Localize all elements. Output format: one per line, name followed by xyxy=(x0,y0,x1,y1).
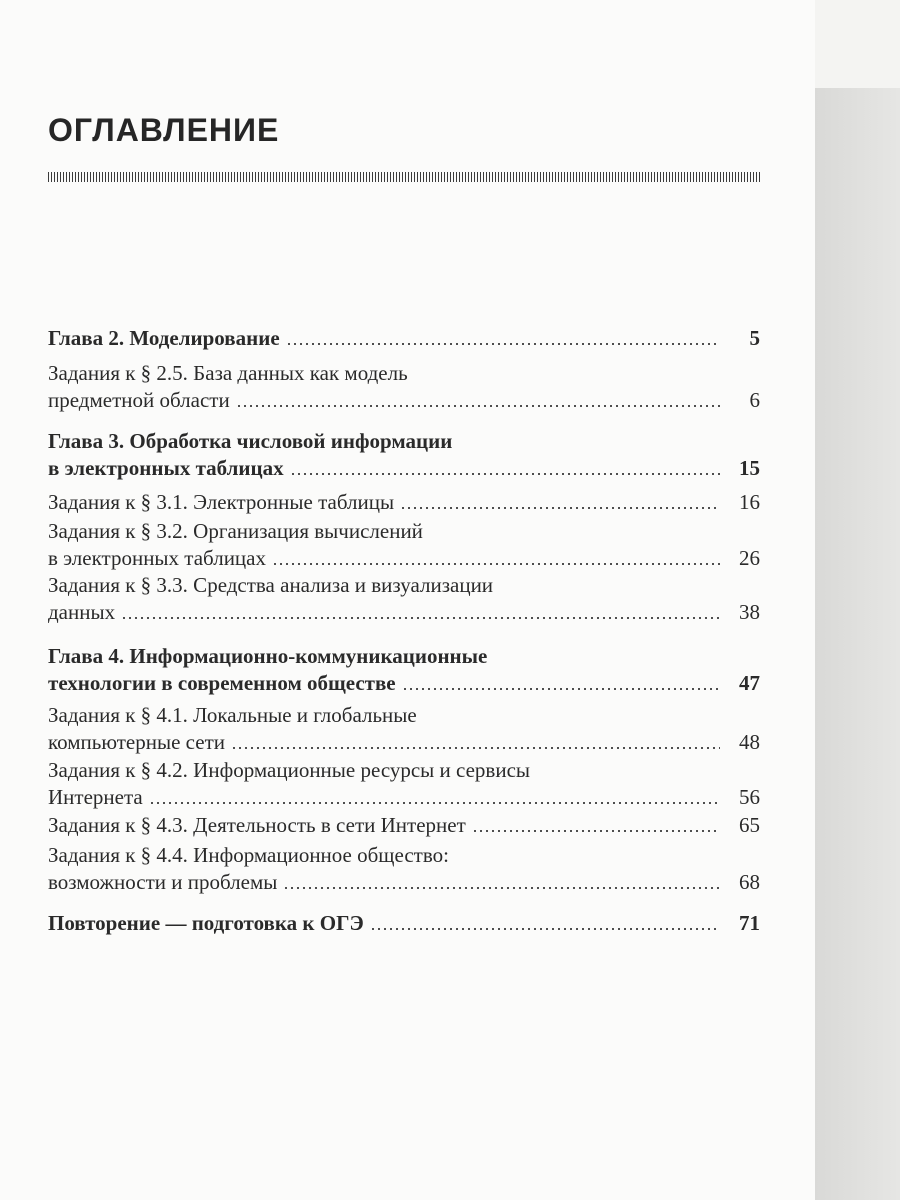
dot-leader xyxy=(370,928,720,930)
toc-entry-title: Повторение — подготовка к ОГЭ xyxy=(48,911,364,935)
toc-page-number: 71 xyxy=(739,911,760,935)
toc-page-number: 65 xyxy=(739,813,760,837)
toc-entry-title-cont: Интернета xyxy=(48,785,143,809)
dot-leader xyxy=(286,343,720,345)
toc-entry xyxy=(48,643,760,697)
adjacent-page-edge xyxy=(815,88,900,1200)
dot-leader xyxy=(231,747,720,749)
toc-page-number: 16 xyxy=(739,490,760,514)
toc-entry xyxy=(48,360,760,414)
toc-entry-title-cont: в электронных таблицах xyxy=(48,546,266,570)
toc-page-number: 56 xyxy=(739,785,760,809)
toc-entry-title: Задания к § 3.3. Средства анализа и визуализации xyxy=(48,573,494,597)
toc-entry-title-cont: в электронных таблицах xyxy=(48,456,284,480)
toc-entry-title: Задания к § 4.2. Информационные ресурсы и сервисы xyxy=(48,758,531,782)
dot-leader xyxy=(236,405,720,407)
toc-entry-title-cont: технологии в современном обществе xyxy=(48,671,396,695)
page-title: ОГЛАВЛЕНИЕ xyxy=(48,112,280,148)
toc-page-number: 38 xyxy=(739,600,760,624)
dot-leader xyxy=(472,830,720,832)
dot-leader xyxy=(402,688,720,690)
toc-entry xyxy=(48,812,760,839)
toc-page-number: 5 xyxy=(749,326,760,350)
dot-leader xyxy=(283,887,720,889)
toc-entry-title: Глава 2. Моделирование xyxy=(48,326,280,350)
toc-entry xyxy=(48,325,760,352)
toc-entry-title: Задания к § 4.4. Информационное общество: xyxy=(48,843,449,867)
toc-entry-title: Глава 3. Обработка числовой информации xyxy=(48,429,453,453)
dot-leader xyxy=(121,617,720,619)
toc-page-number: 48 xyxy=(739,730,760,754)
toc-entry-title: Задания к § 3.1. Электронные таблицы xyxy=(48,490,395,514)
title-divider xyxy=(48,172,760,182)
toc-entry-title: Задания к § 4.1. Локальные и глобальные xyxy=(48,703,417,727)
dot-leader xyxy=(149,802,720,804)
toc-entry-title: Задания к § 2.5. База данных как модель xyxy=(48,361,408,385)
toc-entry xyxy=(48,489,760,516)
toc-entry-title: Задания к § 4.3. Деятельность в сети Интернет xyxy=(48,813,466,837)
toc-entry xyxy=(48,572,760,626)
toc-entry-title-cont: возможности и проблемы xyxy=(48,870,278,894)
toc-page-number: 6 xyxy=(749,388,760,412)
toc-page-number: 26 xyxy=(739,546,760,570)
toc-entry xyxy=(48,842,760,896)
toc-entry-title: Глава 4. Информационно-коммуникационные xyxy=(48,644,488,668)
toc-entry-title: Задания к § 3.2. Организация вычислений xyxy=(48,519,423,543)
toc-page-number: 68 xyxy=(739,870,760,894)
dot-leader xyxy=(290,473,720,475)
toc-entry-title-cont: компьютерные сети xyxy=(48,730,225,754)
toc-entry-title-cont: данных xyxy=(48,600,116,624)
toc-entry xyxy=(48,910,760,937)
toc-entry xyxy=(48,518,760,572)
toc-page-number: 47 xyxy=(739,671,760,695)
toc-entry xyxy=(48,757,760,811)
toc-page-number: 15 xyxy=(739,456,760,480)
toc-entry xyxy=(48,702,760,756)
dot-leader xyxy=(272,563,720,565)
dot-leader xyxy=(400,507,720,509)
toc-entry-title-cont: предметной области xyxy=(48,388,230,412)
toc-entry xyxy=(48,428,760,482)
